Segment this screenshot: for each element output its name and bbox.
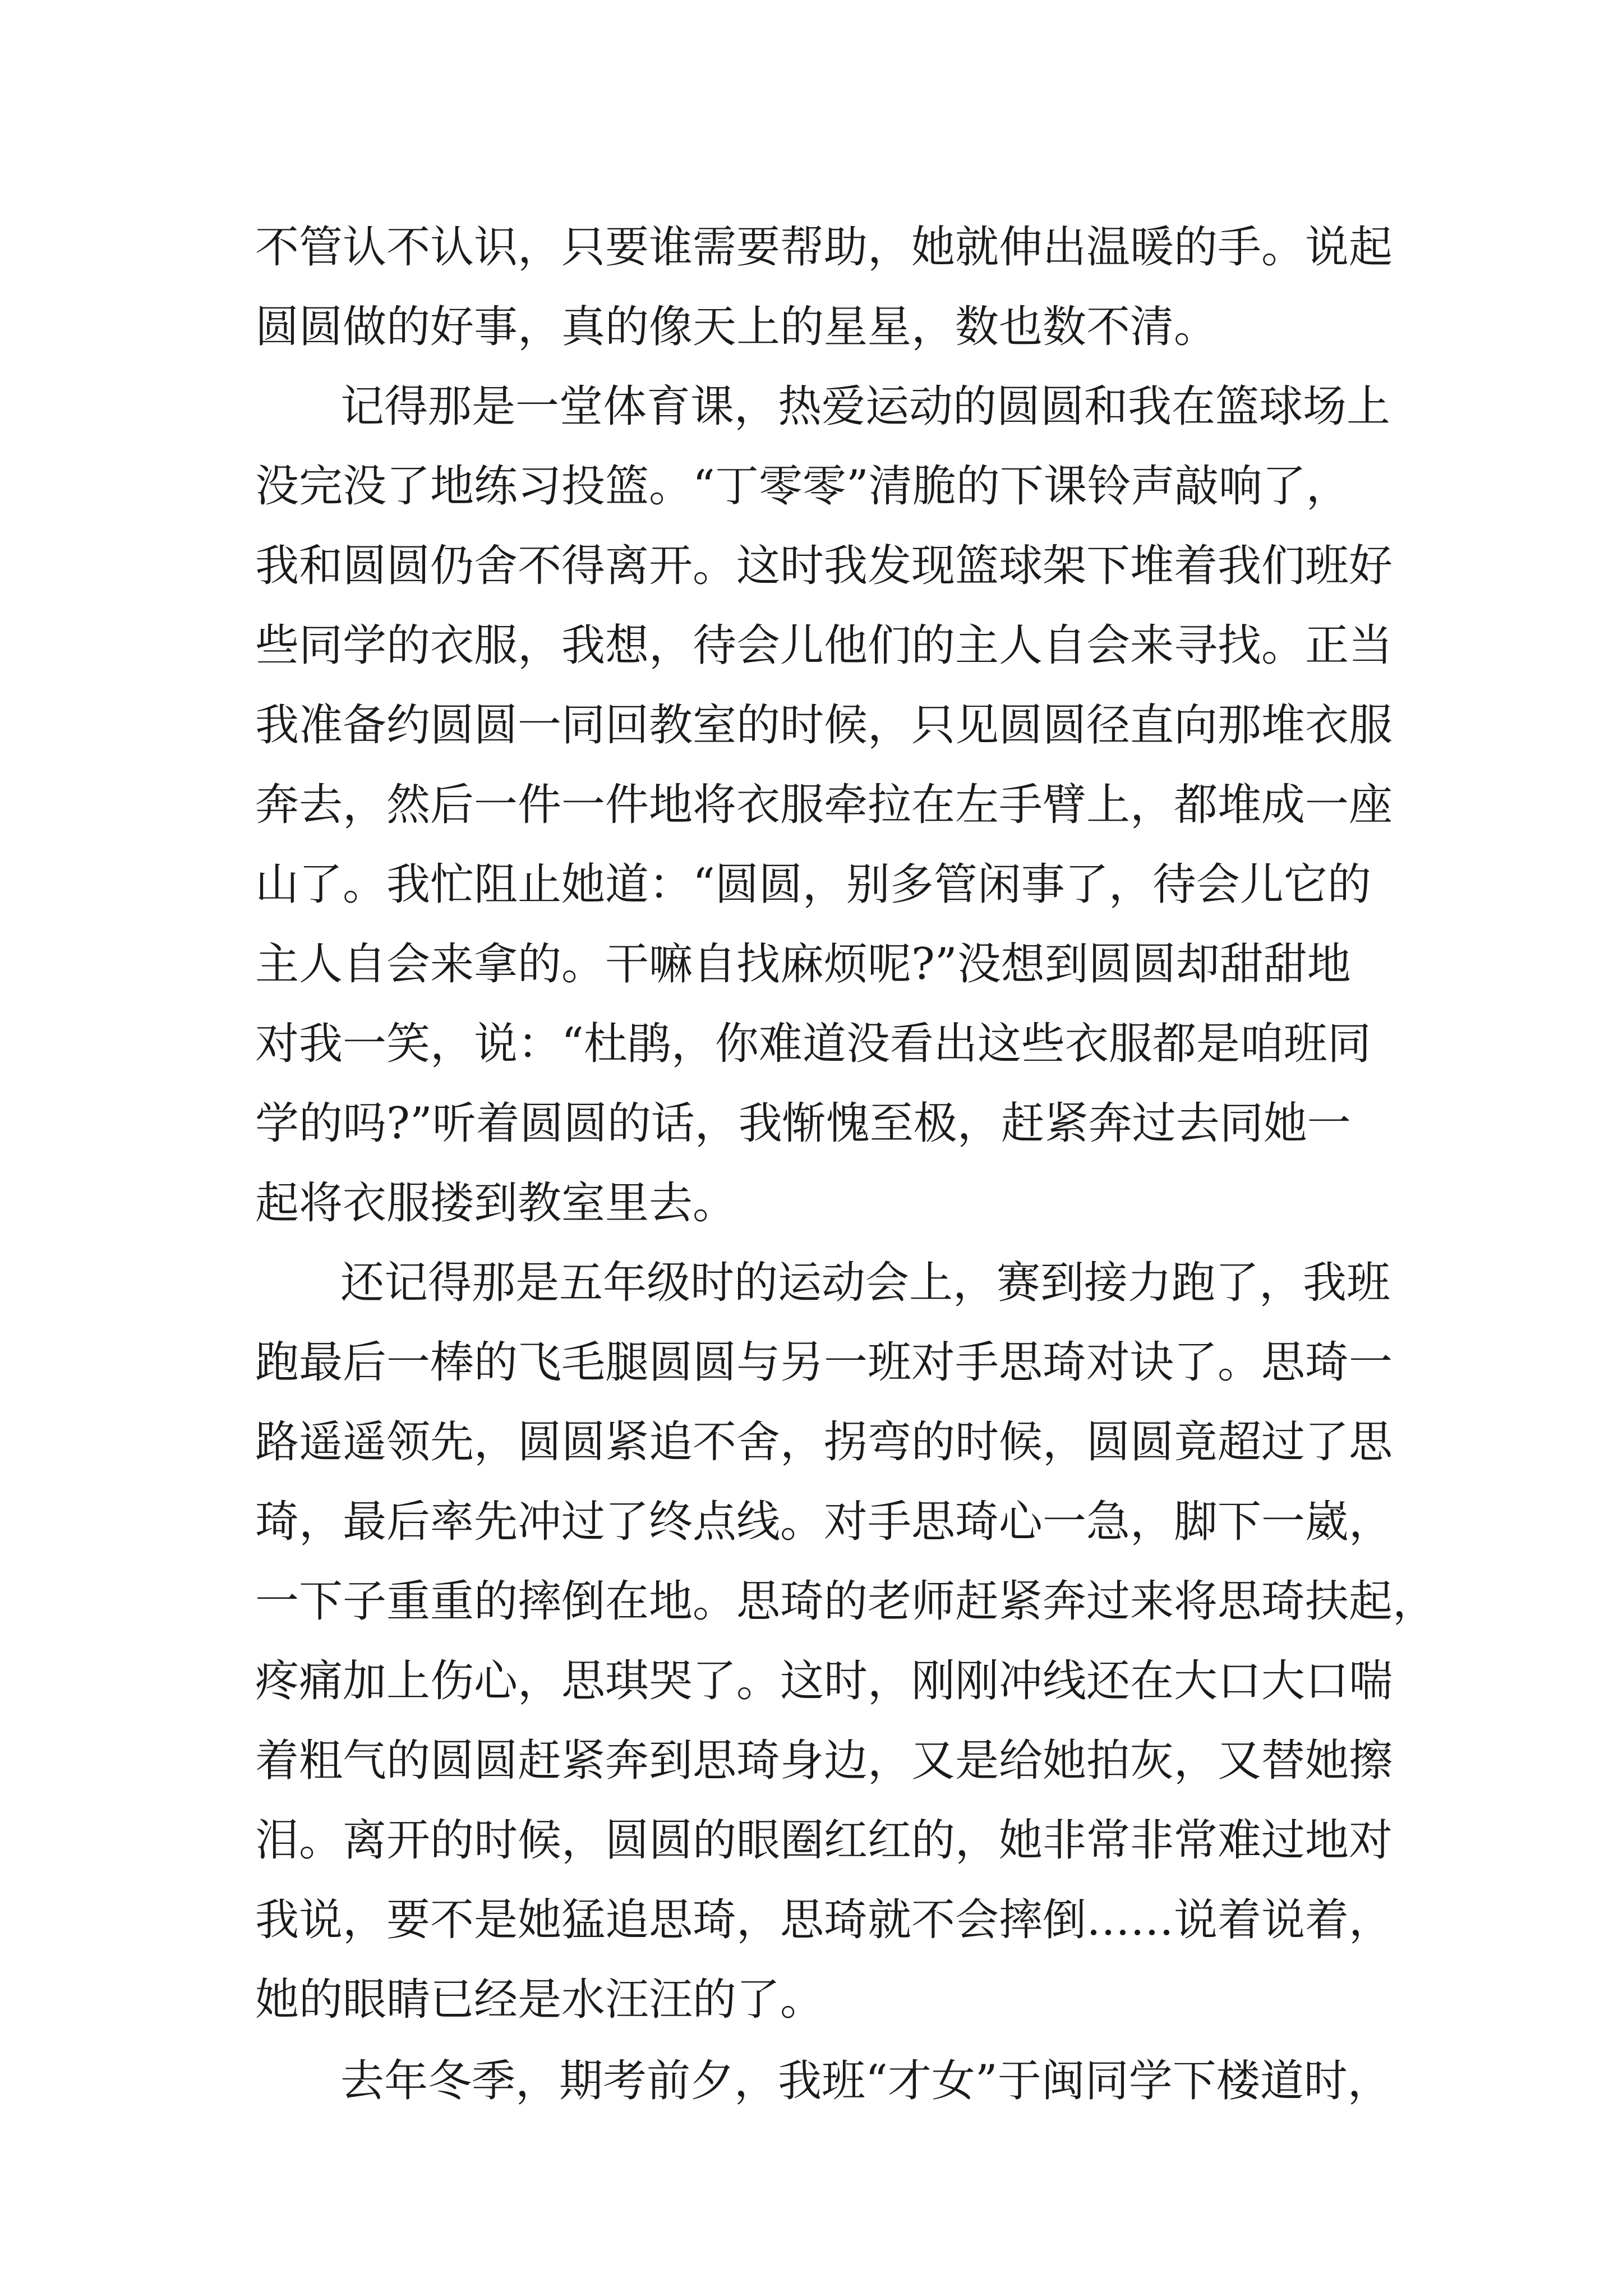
text-line-7: 我准备约圆圆一同回教室的时候，只见圆圆径直向那堆衣服	[255, 700, 1393, 751]
text-line-11: 对我一笑，说：“杜鹃，你难道没看出这些衣服都是咱班同	[255, 1019, 1371, 1069]
text-line-23: 她的眼睛已经是水汪汪的了。	[255, 1975, 824, 2025]
text-line-19: 疼痛加上伤心，思琪哭了。这时，刚刚冲线还在大口大口喘	[255, 1656, 1393, 1706]
text-line-16: 路遥遥领先，圆圆紧追不舍，拐弯的时候，圆圆竟超过了思	[255, 1417, 1393, 1467]
text-line-12: 学的吗?”听着圆圆的话，我惭愧至极，赶紧奔过去同她一	[255, 1098, 1351, 1149]
text-line-20: 着粗气的圆圆赶紧奔到思琦身边，又是给她拍灰，又替她擦	[255, 1736, 1393, 1786]
text-line-8: 奔去，然后一件一件地将衣服牵拉在左手臂上，都堆成一座	[255, 780, 1393, 830]
text-line-10: 主人自会来拿的。干嘛自找麻烦呢?”没想到圆圆却甜甜地	[255, 939, 1351, 990]
text-line-21: 泪。离开的时候，圆圆的眼圈红红的，她非常非常难过地对	[255, 1815, 1393, 1866]
paragraph-start-line: 还记得那是五年级时的运动会上，赛到接力跑了，我班	[340, 1258, 1391, 1308]
text-line-22: 我说，要不是她猛追思琦，思琦就不会摔倒……说着说着，	[255, 1895, 1393, 1945]
text-line-2: 圆圆做的好事，真的像天上的星星，数也数不清。	[255, 302, 1218, 352]
text-line-6: 些同学的衣服，我想，待会儿他们的主人自会来寻找。正当	[255, 620, 1393, 671]
text-line-18: 一下子重重的摔倒在地。思琦的老师赶紧奔过来将思琦扶起，	[255, 1576, 1437, 1627]
text-line-1: 不管认不认识，只要谁需要帮助，她就伸出温暖的手。说起	[255, 222, 1393, 273]
text-line-5: 我和圆圆仍舍不得离开。这时我发现篮球架下堆着我们班好	[255, 541, 1393, 591]
text-line-4: 没完没了地练习投篮。“丁零零”清脆的下课铃声敲响了，	[255, 461, 1350, 512]
text-line-13: 起将衣服搂到教室里去。	[255, 1178, 737, 1228]
paragraph-start-line: 去年冬季，期考前夕，我班“才女”于闽同学下楼道时，	[340, 2056, 1391, 2106]
text-line-17: 琦，最后率先冲过了终点线。对手思琦心一急，脚下一崴，	[255, 1497, 1393, 1547]
text-line-9: 山了。我忙阻止她道：“圆圆，别多管闲事了，待会儿它的	[255, 859, 1371, 910]
text-line-15: 跑最后一棒的飞毛腿圆圆与另一班对手思琦对诀了。思琦一	[255, 1337, 1393, 1388]
paragraph-start-line: 记得那是一堂体育课，热爱运动的圆圆和我在篮球场上	[340, 381, 1391, 432]
